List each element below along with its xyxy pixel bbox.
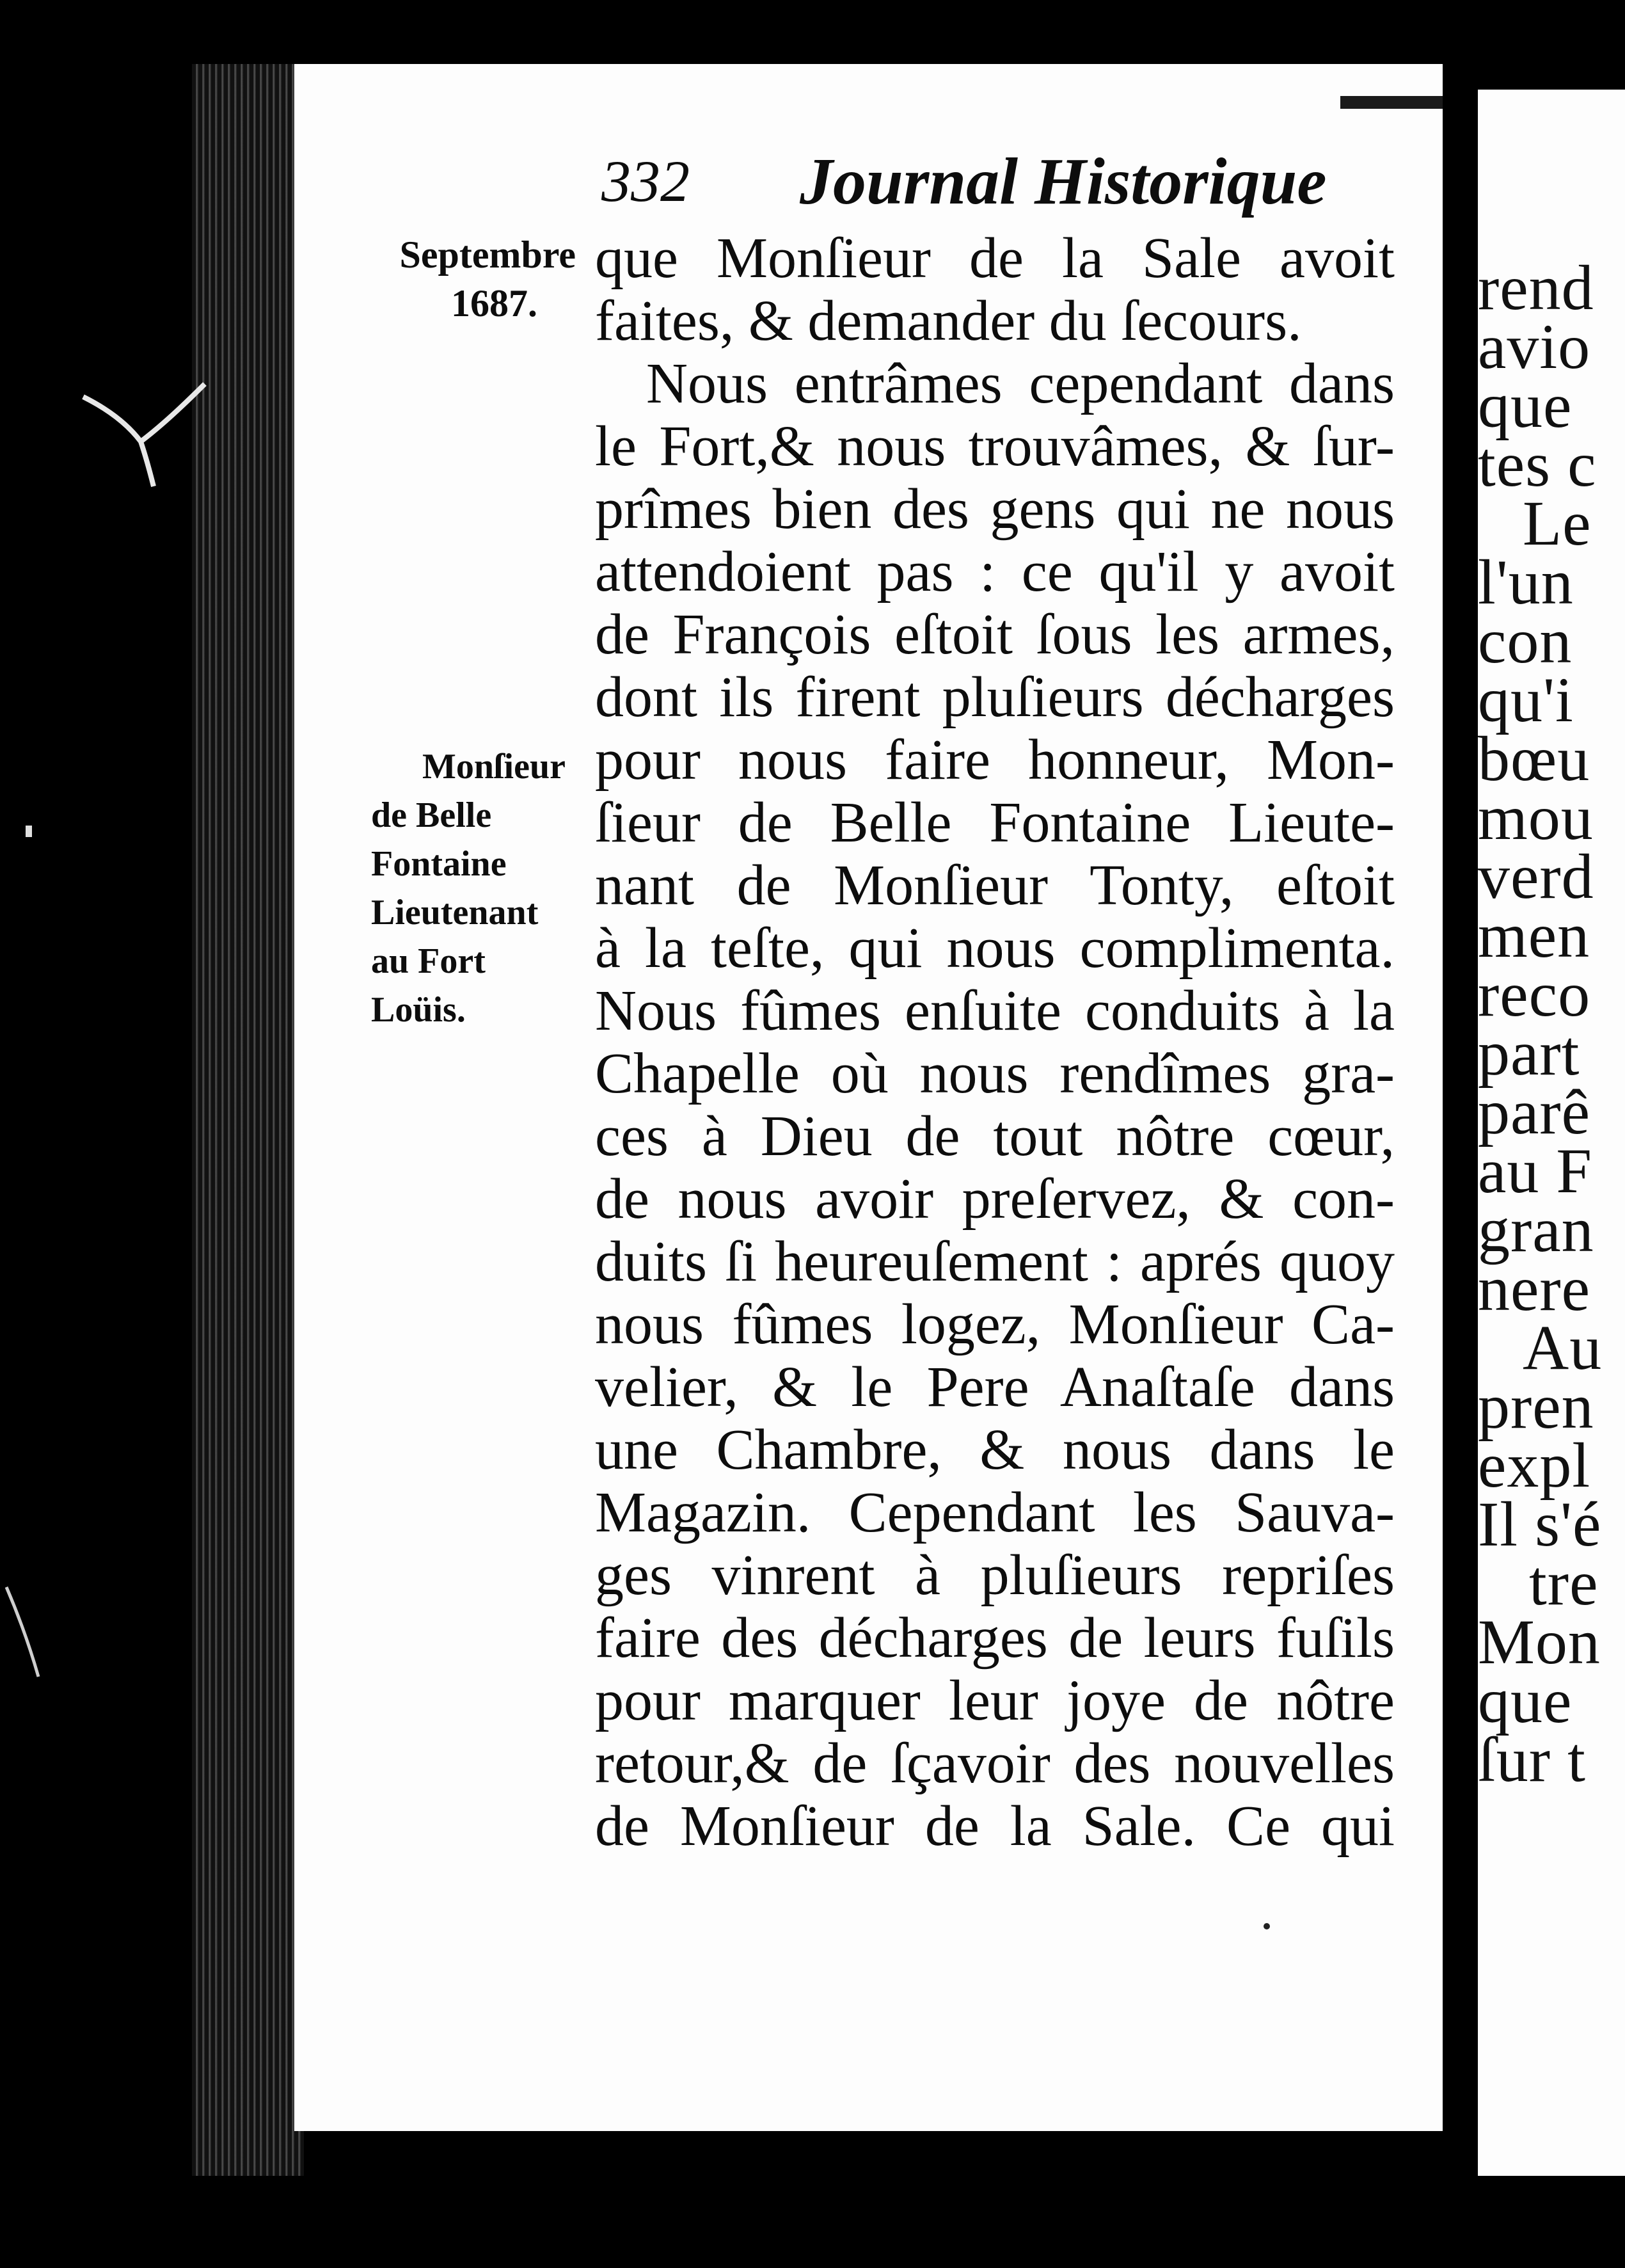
- text-line: retour,& de ſçavoir des nouvelles: [595, 1732, 1395, 1795]
- text-line: de nous avoir preſervez, & con-: [595, 1167, 1395, 1231]
- text-line: pour nous faire honneur, Mon-: [595, 728, 1395, 792]
- facing-line: tre: [1529, 1547, 1599, 1618]
- facing-line: rend: [1478, 252, 1594, 323]
- text-line: Magazin. Cependant les Sauva-: [595, 1481, 1395, 1544]
- book-page-right: [1478, 90, 1625, 2176]
- facing-line: que: [1478, 370, 1573, 441]
- text-line: ges vinrent à pluſieurs repriſes: [595, 1544, 1395, 1607]
- text-line: nant de Monſieur Tonty, eſtoit: [595, 854, 1395, 917]
- facing-line: Au: [1523, 1312, 1603, 1383]
- facing-line: con: [1478, 605, 1573, 676]
- text-line: velier, & le Pere Anaſtaſe dans: [595, 1355, 1395, 1419]
- text-line: faites, & demander du ſecours.: [595, 289, 1302, 353]
- facing-line: que: [1478, 1665, 1573, 1736]
- text-line: le Fort,& nous trouvâmes, & ſur-: [595, 415, 1395, 478]
- facing-line: qu'i: [1478, 664, 1574, 735]
- text-line: ces à Dieu de tout nôtre cœur,: [595, 1105, 1395, 1168]
- facing-line: au F: [1478, 1135, 1592, 1206]
- text-line: de François eſtoit ſous les armes,: [595, 603, 1395, 666]
- facing-line: reco: [1478, 959, 1591, 1030]
- text-line: à la teſte, qui nous complimenta.: [595, 916, 1395, 980]
- text-line: nous fûmes logez, Monſieur Ca-: [595, 1293, 1395, 1356]
- body-text: [595, 227, 1395, 1858]
- facing-line: verd: [1478, 841, 1594, 912]
- margin-note-date: [358, 230, 576, 328]
- facing-line: avio: [1478, 311, 1591, 382]
- text-line: Nous entrâmes cependant dans: [646, 352, 1395, 415]
- facing-line: Il s'é: [1478, 1489, 1602, 1560]
- page-number: 332: [601, 148, 690, 214]
- text-line: dont ils firent pluſieurs décharges: [595, 666, 1395, 729]
- margin-note-line: au Fort: [371, 941, 486, 981]
- facing-line: nere: [1478, 1253, 1591, 1324]
- text-line: Nous fûmes enſuite conduits à la: [595, 979, 1395, 1042]
- facing-line: bœu: [1478, 723, 1590, 794]
- facing-line: Mon: [1478, 1606, 1601, 1677]
- text-line: faire des décharges de leurs fuſils: [595, 1606, 1395, 1670]
- text-line: Chapelle où nous rendîmes gra-: [595, 1042, 1395, 1105]
- text-line: ſieur de Belle Fontaine Lieute-: [595, 791, 1395, 854]
- margin-note-line: Septembre: [399, 234, 576, 276]
- facing-line: parê: [1478, 1076, 1591, 1147]
- facing-line: gran: [1478, 1194, 1594, 1265]
- margin-note-line: 1687.: [451, 282, 537, 324]
- facing-line: tes c: [1478, 429, 1597, 500]
- margin-note-person: [371, 742, 582, 1034]
- running-title: Journal Historique: [800, 145, 1327, 218]
- facing-line: men: [1478, 900, 1590, 971]
- facing-line: expl: [1478, 1430, 1591, 1501]
- running-head: [601, 147, 1401, 230]
- facing-line: l'un: [1478, 547, 1574, 618]
- facing-line: ſur t: [1478, 1724, 1586, 1795]
- margin-note-line: Monſieur: [422, 747, 566, 787]
- text-line: attendoient pas : ce qu'il y avoit: [595, 540, 1395, 603]
- facing-line: pren: [1478, 1371, 1594, 1442]
- margin-note-line: de Belle: [371, 795, 492, 835]
- margin-note-line: Lieutenant: [371, 893, 539, 932]
- text-line: duits ſi heureuſement : aprés quoy: [595, 1230, 1395, 1293]
- text-line: prîmes bien des gens qui ne nous: [595, 477, 1395, 541]
- page-edges: [192, 64, 304, 2176]
- text-line: de Monſieur de la Sale. Ce qui: [595, 1794, 1395, 1858]
- margin-note-line: Loüis.: [371, 990, 466, 1030]
- margin-note-line: Fontaine: [371, 844, 507, 884]
- facing-line: Le: [1523, 488, 1592, 559]
- text-line: que Monſieur de la Sale avoit: [595, 227, 1395, 290]
- facing-line: part: [1478, 1018, 1580, 1089]
- text-line: une Chambre, & nous dans le: [595, 1418, 1395, 1481]
- text-line: pour marquer leur joye de nôtre: [595, 1669, 1395, 1732]
- facing-line: mou: [1478, 782, 1594, 853]
